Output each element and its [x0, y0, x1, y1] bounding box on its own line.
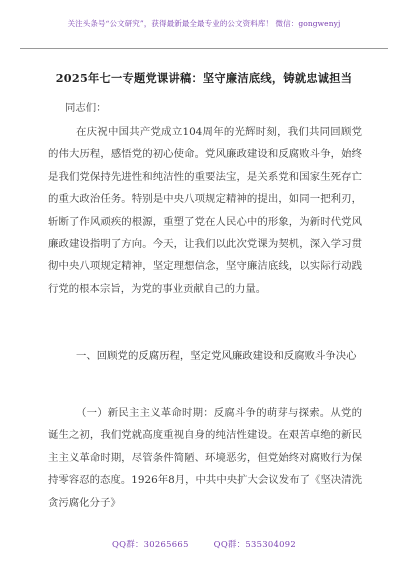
footer-contacts: [0, 538, 408, 550]
paragraph-subsection-1: （一）新民主主义革命时期：反腐斗争的萌芽与探索。从党的诞生之初，我们党就高度重视自身的纯洁性建设。在艰苦卓绝的新民主主义革命时期，尽管条件简陋、环境恶劣，但党始终对腐败行为保持零容忍的态度。1926年8月，中共中央扩大会议发布了《坚决清洗贪污腐化分子》: [48, 407, 362, 509]
footer-qq-group-2: QQ群：535304092: [213, 539, 297, 549]
section-heading-1: 一、回顾党的反腐历程，坚定党风廉政建设和反腐败斗争决心: [76, 350, 357, 362]
footer-qq-group-1: QQ群：30265665: [111, 539, 189, 549]
header-divider: [20, 48, 388, 49]
header-promo-note: 关注头条号“公文研究”，获得最新最全最专业的公文资料库！ 微信：gongwenyj: [67, 19, 341, 28]
greeting: 同志们：: [65, 102, 107, 114]
paragraph-intro: 在庆祝中国共产党成立104周年的光辉时刻，我们共同回顾党的伟大历程，感悟党的初心使命。党风廉政建设和反腐败斗争，始终是我们党保持先进性和纯洁性的重要法宝，是关系党和国家生死存亡的重大政治任务。特别是中央八项规定精神的提出，如同一把利刃，斩断了作风顽疾的根源，重塑了党在人民心中的形象，为新时代党风廉政建设指明了方向。今天，让我们以此次党课为契机，深入学习贯彻中央八项规定精神，坚定理想信念，坚守廉洁底线，以实际行动践行党的根本宗旨，为党的事业贡献自己的力量。: [48, 126, 362, 295]
document-title: 2025年七一专题党课讲稿：坚守廉洁底线，铸就忠诚担当: [55, 71, 353, 85]
